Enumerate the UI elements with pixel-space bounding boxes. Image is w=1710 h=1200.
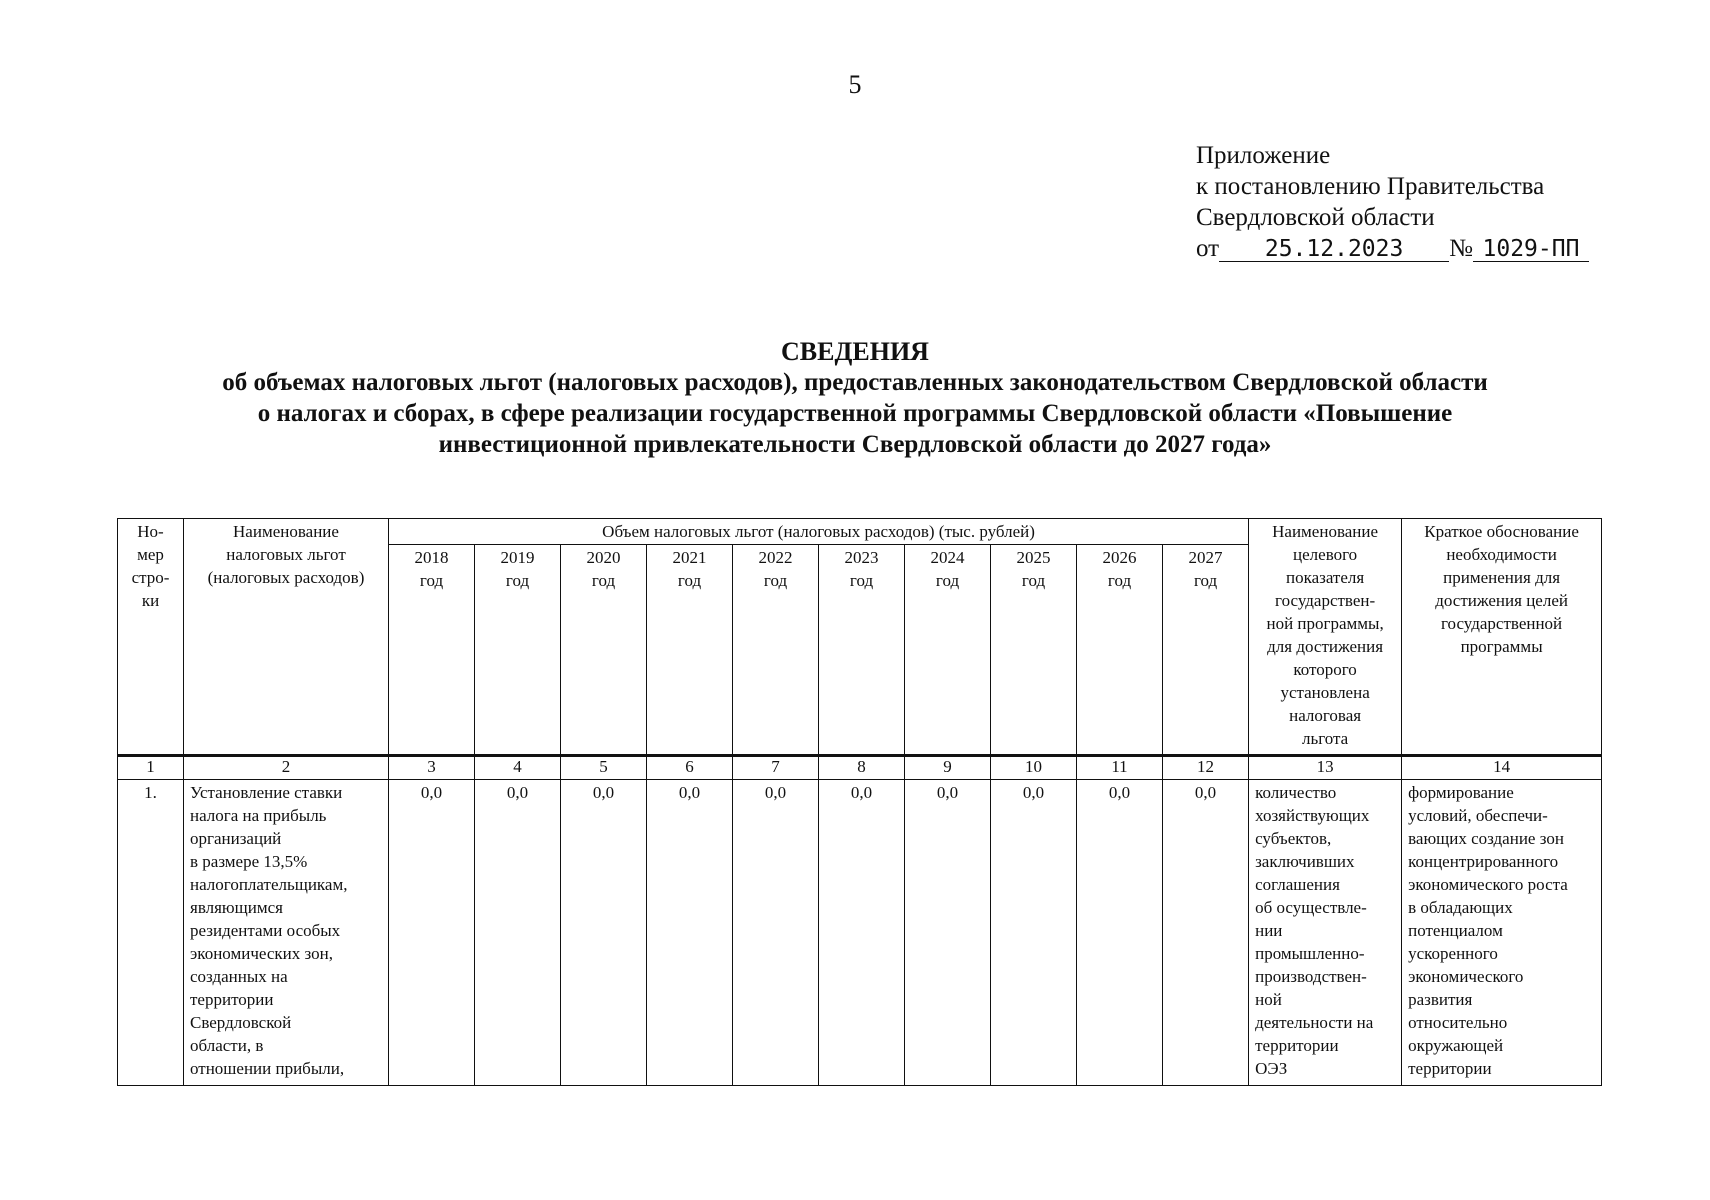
appendix-line-1: Приложение [1196,142,1331,169]
header-row-number: Но- мер стро- ки [118,519,184,756]
header-volume: Объем налоговых льгот (налоговых расходов) (тыс. рублей) [389,519,1249,545]
header-year: 2020 год [561,545,647,756]
column-number: 3 [389,755,475,779]
page-number: 5 [848,70,862,99]
column-number: 11 [1077,755,1163,779]
header-indicator: Наименование целевого показателя государствен- ной программы, для достижения которого установлена налоговая льгота [1249,519,1402,756]
column-number: 10 [991,755,1077,779]
title-line-3: инвестиционной привлекательности Свердловской области до 2027 года» [438,431,1272,458]
title-heading: СВЕДЕНИЯ [781,337,929,366]
column-number: 4 [475,755,561,779]
header-row-1 [118,519,1602,545]
number-prefix: № [1449,235,1473,262]
appendix-line-2: к постановлению Правительства [1196,173,1545,200]
appendix-date-line [1196,233,1589,264]
tax-benefits-table [117,518,1602,1086]
column-number: 12 [1163,755,1249,779]
value-2020: 0,0 [561,779,647,1085]
header-year: 2019 год [475,545,561,756]
value-2022: 0,0 [733,779,819,1085]
header-justification: Краткое обоснование необходимости применения для достижения целей государственной программы [1402,519,1602,756]
value-2021: 0,0 [647,779,733,1085]
column-number: 13 [1249,755,1402,779]
resolution-number: 1029-ПП [1473,237,1589,262]
value-2026: 0,0 [1077,779,1163,1085]
header-year: 2027 год [1163,545,1249,756]
resolution-date: 25.12.2023 [1219,237,1449,262]
justification: формирование условий, обеспечи- вающих создание зон концентрированного экономического роста в обладающих потенциалом ускоренного экономического развития относительно окружающей территории [1402,779,1602,1085]
value-2018: 0,0 [389,779,475,1085]
document-title [0,336,1710,460]
column-number: 14 [1402,755,1602,779]
value-2024: 0,0 [905,779,991,1085]
date-prefix: от [1196,235,1220,262]
column-number: 2 [184,755,389,779]
appendix-line-3: Свердловской области [1196,204,1435,231]
title-line-2: о налогах и сборах, в сфере реализации государственной программы Свердловской области «Повышение [257,400,1453,427]
header-year: 2022 год [733,545,819,756]
column-number: 1 [118,755,184,779]
column-number: 5 [561,755,647,779]
target-indicator: количество хозяйствующих субъектов, заключивших соглашения об осуществле- нии промышленно- производствен- ной деятельности на территории ОЭЗ [1249,779,1402,1085]
column-number: 9 [905,755,991,779]
column-numbering-row [118,755,1602,779]
value-2019: 0,0 [475,779,561,1085]
column-number: 7 [733,755,819,779]
header-year: 2023 год [819,545,905,756]
column-number: 8 [819,755,905,779]
benefit-name: Установление ставки налога на прибыль организаций в размере 13,5% налогоплательщикам, являющимся резидентами особых экономических зон, созданных на территории Свердловской области, в отношении прибыли, [184,779,389,1085]
column-number: 6 [647,755,733,779]
header-year: 2025 год [991,545,1077,756]
header-year: 2018 год [389,545,475,756]
value-2027: 0,0 [1163,779,1249,1085]
header-benefit-name: Наименование налоговых льгот (налоговых расходов) [184,519,389,756]
appendix-block [1196,140,1589,264]
header-year: 2021 год [647,545,733,756]
table-row [118,779,1602,1085]
row-number: 1. [118,779,184,1085]
title-line-1: об объемах налоговых льгот (налоговых расходов), предоставленных законодательством Свердловской области [222,369,1488,396]
header-year: 2026 год [1077,545,1163,756]
value-2023: 0,0 [819,779,905,1085]
header-year: 2024 год [905,545,991,756]
value-2025: 0,0 [991,779,1077,1085]
